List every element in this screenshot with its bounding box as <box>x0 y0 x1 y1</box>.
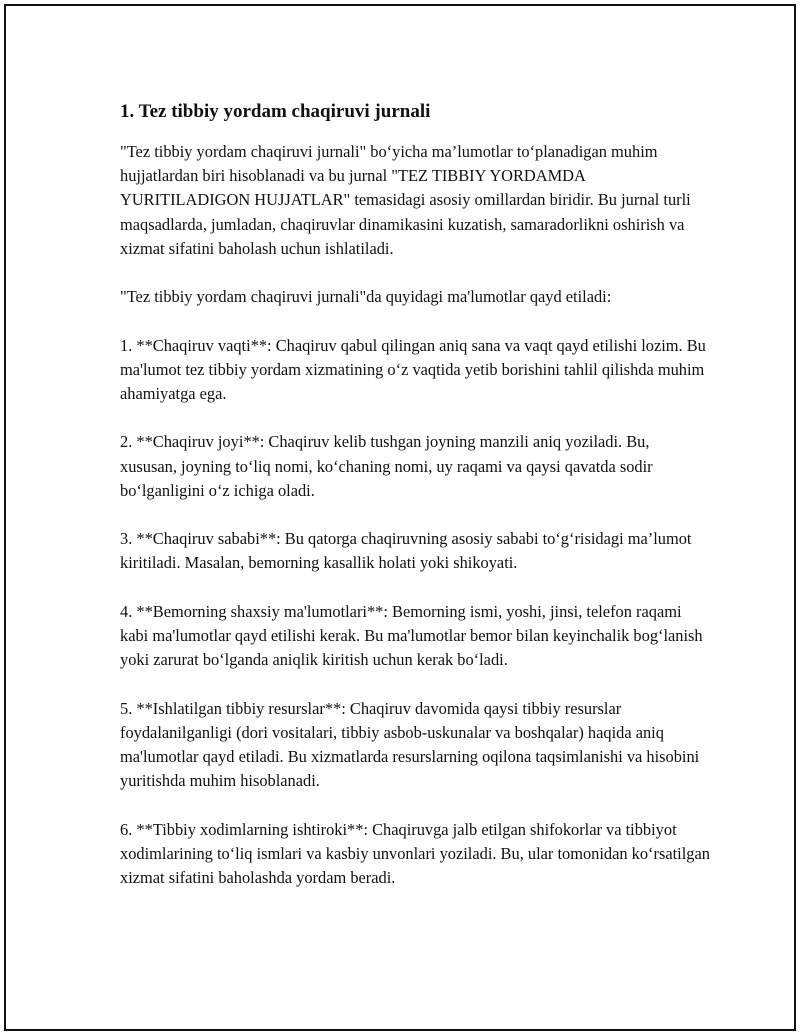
list-item-call-reason: 3. **Chaqiruv sababi**: Bu qatorga chaqiruvning asosiy sababi to‘g‘risidagi ma’lumot kiritiladi. Masalan, bemorning kasallik holati yoki shikoyati. <box>120 529 692 573</box>
list-item-call-location: 2. **Chaqiruv joyi**: Chaqiruv kelib tushgan joyning manzili aniq yoziladi. Bu, xususan, joyning to‘liq nomi, ko‘chaning nomi, uy raqami va qaysi qavatda sodir bo‘lganligini o‘z ichiga oladi. <box>120 432 653 500</box>
list-item-call-time: 1. **Chaqiruv vaqti**: Chaqiruv qabul qilingan aniq sana va vaqt qayd etilishi lozim. Bu ma'lumot tez tibbiy yordam xizmatining o‘z vaqtida yetib borishini tahlil qilishda muhim ahamiyatga ega. <box>120 335 706 403</box>
document-title: 1. Tez tibbiy yordam chaqiruvi jurnali <box>120 101 431 122</box>
document-page <box>4 4 796 1031</box>
list-item-medical-resources: 5. **Ishlatilgan tibbiy resurslar**: Chaqiruv davomida qaysi tibbiy resurslar foydalanilganligi (dori vositalari, tibbiy asbob-uskunalar va boshqalar) haqida aniq ma'lumotlar qayd etiladi. Bu xizmatlarda resurslarning oqilona taqsimlanishi va hisobini yuritishda muhim hisoblanadi. <box>120 698 700 791</box>
paragraph-intro: "Tez tibbiy yordam chaqiruvi jurnali" bo‘yicha ma’lumotlar to‘planadigan muhim hujjatlardan biri hisoblanadi va bu jurnal "TEZ TIBBIY YORDAMDA YURITILADIGON HUJJATLAR" temasidagi asosiy omillardan biridir. Bu jurnal turli maqsadlarda, jumladan, chaqiruvlar dinamikasini kuzatish, samaradorlikni oshirish va xizmat sifatini baholash uchun ishlatiladi. <box>120 142 691 258</box>
list-item-staff-participation: 6. **Tibbiy xodimlarning ishtiroki**: Chaqiruvga jalb etilgan shifokorlar va tibbiyot xodimlarining to‘liq ismlari va kasbiy unvonlari yoziladi. Bu, ular tomonidan ko‘rsatilgan xizmat sifatini baholashda yordam beradi. <box>120 819 710 887</box>
document-body <box>120 96 710 914</box>
paragraph-list-intro: "Tez tibbiy yordam chaqiruvi jurnali"da quyidagi ma'lumotlar qayd etiladi: <box>120 287 612 307</box>
list-item-patient-info: 4. **Bemorning shaxsiy ma'lumotlari**: Bemorning ismi, yoshi, jinsi, telefon raqami kabi ma'lumotlar qayd etilishi kerak. Bu ma'lumotlar bemor bilan keyinchalik bog‘lanish yoki zarurat bo‘lganda aniqlik kiritish uchun kerak bo‘ladi. <box>120 601 703 670</box>
